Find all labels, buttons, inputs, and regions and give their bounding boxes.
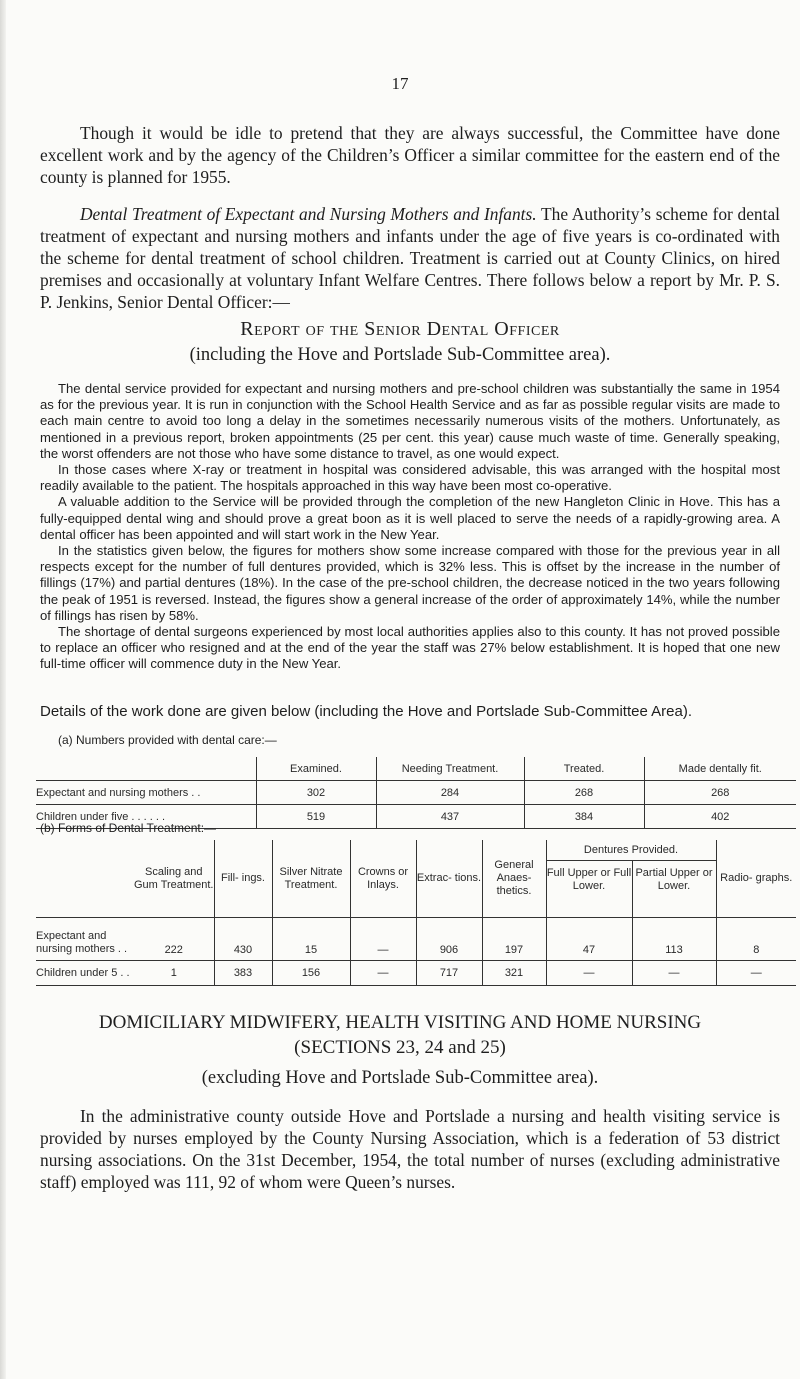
table-cell: 1 <box>134 961 214 986</box>
intro-paragraph <box>40 122 780 188</box>
table-corner <box>36 757 256 781</box>
column-header: Crowns or Inlays. <box>350 840 416 918</box>
table-corner <box>36 840 134 918</box>
report-paragraph: A valuable addition to the Service will be provided through the completion of the new Hangleton Clinic in Hove. This has a fully-equipped dental wing and should prove a great boon as it is well placed to serve the needs of a rapidly-growing area. A dental officer has been appointed and will start work in the New Year. <box>40 494 780 542</box>
table-cell: 717 <box>416 961 482 986</box>
dental-treatment-forms-table <box>36 840 796 986</box>
column-header: Partial Upper or Lower. <box>632 861 716 918</box>
column-header: Radio- graphs. <box>716 840 796 918</box>
table-b-caption: (b) Forms of Dental Treatment:— <box>40 821 217 835</box>
column-header: Needing Treatment. <box>376 757 524 781</box>
nursing-text: In the administrative county outside Hove and Portslade a nursing and health visiting service is provided by nurses employed by the County Nursing Association, which is a federation of 53 district nursing associations. On the 31st December, 1954, the total number of nurses (excluding administrative staff) employed was 111, 92 of whom were Queen’s nurses. <box>40 1106 780 1192</box>
report-paragraph: In the statistics given below, the figures for mothers show some increase compared with those for the previous year in all respects except for the number of full dentures provided, which is 32% less. This is offset by the increase in the number of fillings (17%) and partial dentures (18%). In the case of the pre-school children, the decrease noticed in the two years following the peak of 1951 is reversed. Instead, the figures show a general increase of the order of approximately 14%, while the number of fillings has risen by 58%. <box>40 543 780 623</box>
column-header: Fill- ings. <box>214 840 272 918</box>
table-cell: — <box>350 918 416 961</box>
report-paragraph: The dental service provided for expectant and nursing mothers and pre-school children was substantially the same in 1954 as for the previous year. It is run in conjunction with the School Health Service and as far as possible regular visits are made to each main centre to avoid too long a delay in the sometimes necessarily numerous visits of the mothers. Unfortunately, as mentioned in a previous report, broken appointments (25 per cent. this year) cause much waste of time. Generally speaking, the worst offenders are not those who have some distance to travel, as one would expect. <box>40 381 780 461</box>
table-cell: 430 <box>214 918 272 961</box>
table-header-row <box>36 757 796 781</box>
column-header: General Anaes- thetics. <box>482 840 546 918</box>
column-group-header: Dentures Provided. <box>546 840 716 861</box>
nursing-paragraph <box>40 1105 780 1193</box>
table-a-caption: (a) Numbers provided with dental care:— <box>58 733 277 747</box>
scan-edge <box>0 0 6 1379</box>
dental-section-text: The Authority’s scheme for dental treatment of expectant and nursing mothers and infants under the age of five years is co-ordinated with the scheme for dental treatment of school children. Treatment is carried out at County Clinics, on hired premises and occasionally at voluntary Infant Welfare Centres. There follows below a report by Mr. P. S. P. Jenkins, Senior Dental Officer:— <box>40 204 780 312</box>
table-cell: 437 <box>376 805 524 829</box>
table-cell: 906 <box>416 918 482 961</box>
table-cell: 302 <box>256 781 376 805</box>
table-cell: 321 <box>482 961 546 986</box>
report-subtitle: (including the Hove and Portslade Sub-Committee area). <box>189 345 611 365</box>
column-header: Extrac- tions. <box>416 840 482 918</box>
table-cell: 15 <box>272 918 350 961</box>
report-title <box>0 318 800 341</box>
section-title-line: DOMICILIARY MIDWIFERY, HEALTH VISITING AND HOME NURSING <box>98 1012 702 1033</box>
column-header: Full Upper or Full Lower. <box>546 861 632 918</box>
table-cell: 284 <box>376 781 524 805</box>
table-row <box>36 961 796 986</box>
column-header: Examined. <box>256 757 376 781</box>
table-cell: — <box>546 961 632 986</box>
table-row <box>36 918 796 961</box>
table-cell: 268 <box>524 781 644 805</box>
table-cell: — <box>716 961 796 986</box>
table-cell: 222 <box>134 918 214 961</box>
table-cell: 384 <box>524 805 644 829</box>
midwifery-section-title <box>0 1010 800 1060</box>
page-number: 17 <box>391 74 409 93</box>
row-label: Children under five . . . . . . <box>36 805 256 829</box>
dental-care-numbers-table <box>36 757 796 829</box>
table-cell: 197 <box>482 918 546 961</box>
table-cell: 383 <box>214 961 272 986</box>
report-title-text: Report of the Senior Dental Officer <box>240 318 560 340</box>
row-label: Expectant and nursing mothers . . <box>36 781 256 805</box>
row-label: Children under 5 . . <box>36 961 134 986</box>
column-header: Silver Nitrate Treatment. <box>272 840 350 918</box>
table-cell: 268 <box>644 781 796 805</box>
column-header: Treated. <box>524 757 644 781</box>
table-cell: 402 <box>644 805 796 829</box>
section-title-line: (SECTIONS 23, 24 and 25) <box>294 1037 506 1058</box>
report-body <box>40 381 780 673</box>
report-paragraph: The shortage of dental surgeons experienced by most local authorities applies also to this county. It has not proved possible to replace an officer who resigned and at the end of the year the staff was 27% below establishment. It is hoped that one new full-time officer will commence duty in the New Year. <box>40 624 780 672</box>
dental-section-heading: Dental Treatment of Expectant and Nursing Mothers and Infants. <box>80 204 537 224</box>
table-cell: — <box>632 961 716 986</box>
row-label: Expectant and nursing mothers . . <box>36 918 134 961</box>
table-header-row <box>36 840 796 861</box>
table-cell: 113 <box>632 918 716 961</box>
details-line: Details of the work done are given below (including the Hove and Portslade Sub-Committee Area). <box>40 703 693 720</box>
report-paragraph: In those cases where X-ray or treatment in hospital was considered advisable, this was arranged with the hospital most readily available to the patient. The hospitals approached in this way have been most co-operative. <box>40 462 780 494</box>
table-cell: — <box>350 961 416 986</box>
table-cell: 8 <box>716 918 796 961</box>
table-cell: 519 <box>256 805 376 829</box>
dental-treatment-paragraph <box>40 203 780 313</box>
column-header: Made dentally fit. <box>644 757 796 781</box>
column-header: Scaling and Gum Treatment. <box>134 865 214 891</box>
midwifery-excluding-note: (excluding Hove and Portslade Sub-Committee area). <box>201 1068 599 1088</box>
table-cell: 47 <box>546 918 632 961</box>
table-cell: 156 <box>272 961 350 986</box>
table-row <box>36 781 796 805</box>
intro-text: Though it would be idle to pretend that they are always successful, the Committee have done excellent work and by the agency of the Children’s Officer a similar committee for the eastern end of the county is planned for 1955. <box>40 123 780 187</box>
